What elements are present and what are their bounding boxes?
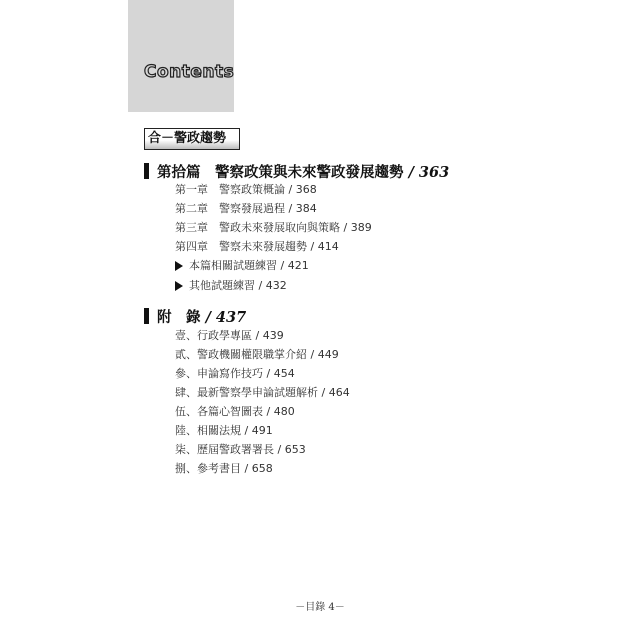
toc-entry: 壹、行政學專區 / 439 [175,329,284,342]
toc-entry [175,278,287,294]
part-title: 合－警政趨勢 [144,128,240,150]
toc-entry: 參、申論寫作技巧 / 454 [175,367,295,380]
toc-entry: 柒、歷屆警政署署長 / 653 [175,443,306,456]
toc-entry-label: 本篇相關試題練習 / 421 [189,259,309,272]
section-title: 附 錄 [157,308,201,326]
toc-entry: 第二章 警察發展過程 / 384 [175,202,317,215]
section-bar-icon [144,163,149,179]
section-heading-1 [144,161,449,181]
toc-entry: 陸、相關法規 / 491 [175,424,273,437]
section-bar-icon [144,308,149,324]
toc-entry: 肆、最新警察學申論試題解析 / 464 [175,386,350,399]
toc-entry-label: 其他試題練習 / 432 [189,279,287,292]
page-footer: －目錄 4－ [295,602,345,613]
toc-entry: 第一章 警察政策概論 / 368 [175,183,317,196]
toc-entry: 第四章 警察未來發展趨勢 / 414 [175,240,339,253]
section-heading-2 [144,306,246,326]
triangle-bullet-icon [175,281,183,291]
section-page: / 437 [205,308,247,326]
contents-header-box [128,0,234,112]
toc-entry: 伍、各篇心智圖表 / 480 [175,405,295,418]
triangle-bullet-icon [175,261,183,271]
toc-entry: 捌、參考書目 / 658 [175,462,273,475]
toc-entry: 貳、警政機關權限職掌介紹 / 449 [175,348,339,361]
toc-entry [175,258,309,274]
section-title: 第拾篇 警察政策與未來警政發展趨勢 [157,163,404,181]
toc-entry: 第三章 警政未來發展取向與策略 / 389 [175,221,372,234]
section-page: / 363 [408,163,450,181]
contents-heading: Contents [144,62,235,82]
